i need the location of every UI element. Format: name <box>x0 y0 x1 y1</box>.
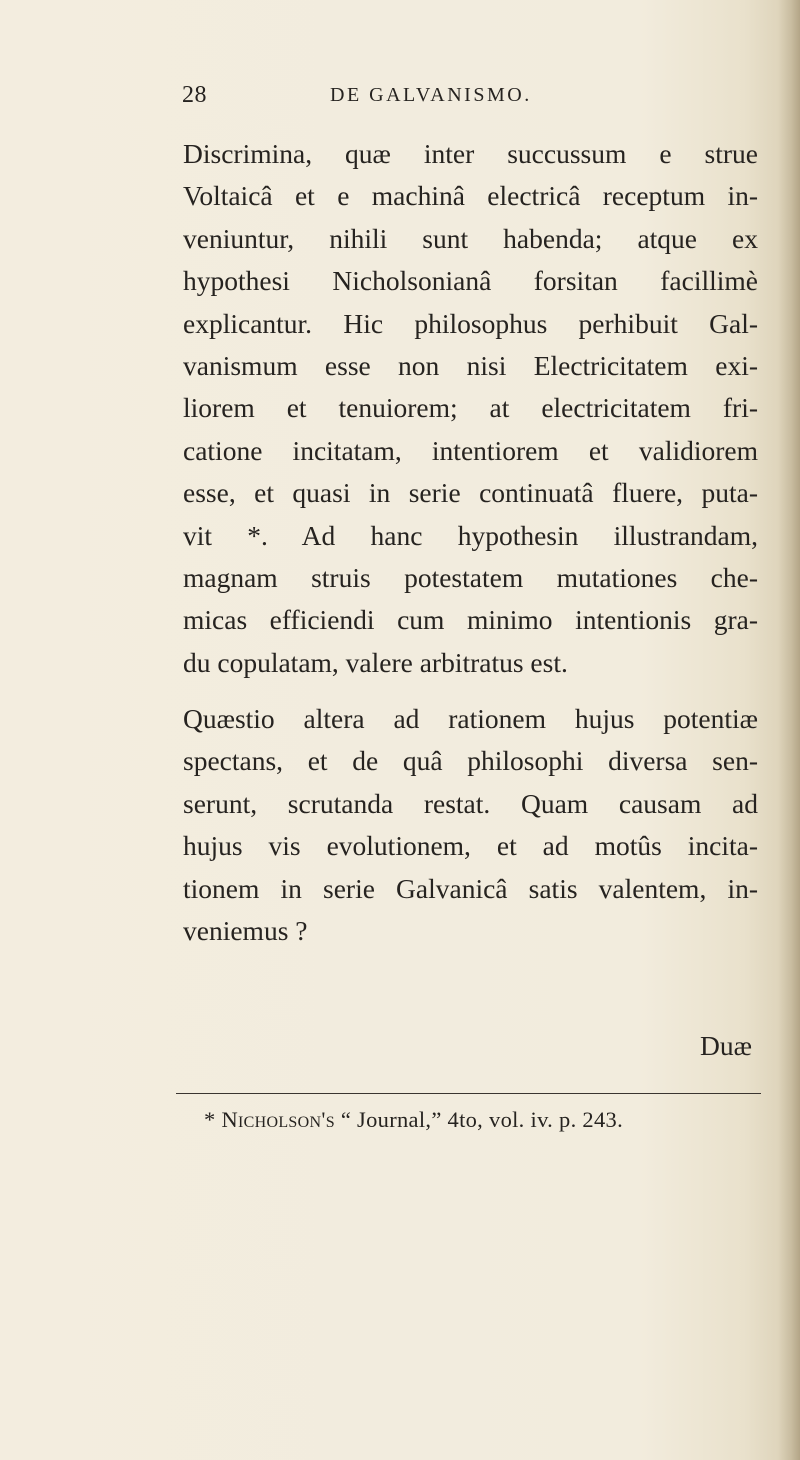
text-line: veniemus ? <box>183 914 308 946</box>
text-line: vanismum esse non nisi Electricitatem exi- <box>183 349 758 381</box>
page-header <box>182 82 748 112</box>
text-line: Quæstio altera ad rationem hujus potentiæ <box>183 703 758 734</box>
text-line: du copulatam, valere arbitratus est. <box>183 646 568 678</box>
text-line: tionem in serie Galvanicâ satis valentem, in- <box>183 872 758 904</box>
page-edge-shadow <box>778 0 800 1460</box>
text-line: veniuntur, nihili sunt habenda; atque ex <box>183 222 758 254</box>
text-line: vit *. Ad hanc hypothesin illustrandam, <box>183 519 758 551</box>
text-line: esse, et quasi in serie continuatâ fluere, puta- <box>183 477 758 509</box>
text-line: catione incitatam, intentiorem et validiorem <box>183 434 758 466</box>
text-line: explicantur. Hic philosophus perhibuit Gal- <box>183 307 758 339</box>
paragraph-1 <box>183 133 758 684</box>
footnote-divider <box>176 1093 761 1094</box>
text-line: hujus vis evolutionem, et ad motûs incita- <box>183 830 758 862</box>
text-line: Discrimina, quæ inter succussum e strue <box>183 138 758 169</box>
footnote-text: “ Journal,” 4to, vol. iv. p. 243. <box>340 1107 623 1132</box>
text-line: serunt, scrutanda restat. Quam causam ad <box>183 787 758 819</box>
text-line: spectans, et de quâ philosophi diversa sen- <box>183 745 758 777</box>
text-line: micas efficiendi cum minimo intentionis gra- <box>183 604 758 636</box>
footnote-author: Nicholson's <box>221 1107 335 1132</box>
catchword: Duæ <box>700 1030 752 1061</box>
running-head: DE GALVANISMO. <box>330 84 532 106</box>
footnote <box>204 1107 623 1133</box>
footnote-marker: * <box>204 1107 216 1132</box>
text-line: liorem et tenuiorem; at electricitatem fri- <box>183 392 758 424</box>
paragraph-2 <box>183 698 758 952</box>
text-line: magnam struis potestatem mutationes che- <box>183 561 758 593</box>
text-line: Voltaicâ et e machinâ electricâ receptum in- <box>183 180 758 212</box>
page-number: 28 <box>182 82 207 108</box>
text-line: hypothesi Nicholsonianâ forsitan facillimè <box>183 265 758 297</box>
